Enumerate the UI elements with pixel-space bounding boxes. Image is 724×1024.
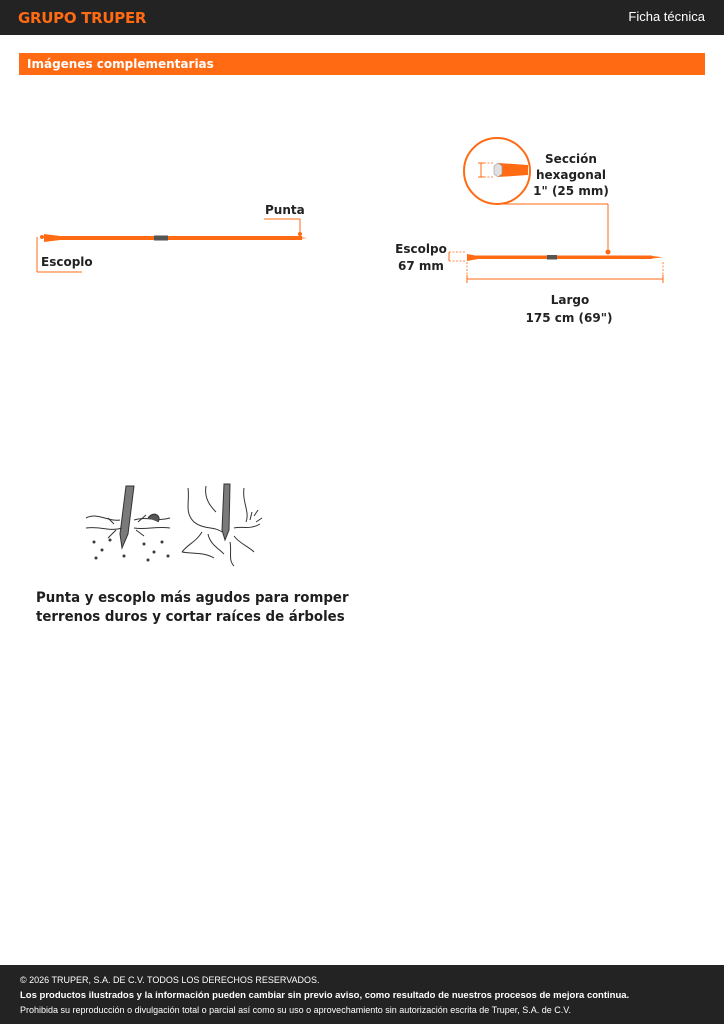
- bar-cutting-tree-roots-icon: [182, 484, 262, 566]
- length-dimension: [467, 262, 663, 283]
- footer-legal: Prohibida su reproducción o divulgación total o parcial así como su uso o aprovechamiento sin autorización escrita de Truper, S.A. de C.V.: [20, 1005, 571, 1015]
- footer-copyright: © 2026 TRUPER, S.A. DE C.V. TODOS LOS DERECHOS RESERVADOS.: [20, 975, 320, 985]
- bar-breaking-hard-ground-icon: [86, 486, 170, 561]
- brand-logo: GRUPO TRUPER: [18, 9, 147, 27]
- hex-section-title-1: Sección: [545, 152, 597, 166]
- tip-label: Punta: [265, 203, 305, 217]
- chisel-label: Escoplo: [41, 255, 93, 269]
- bar-dimensions-figure: [0, 0, 724, 360]
- hex-section-title-2: hexagonal: [535, 168, 607, 182]
- hex-section-pointer: [497, 204, 611, 255]
- footer-notice: Los productos ilustrados y la información pueden cambiar sin previo aviso, como resultado de nuestros procesos de mejora continua.: [20, 990, 630, 1001]
- usage-illustration: [84, 482, 264, 572]
- document-type: Ficha técnica: [628, 9, 705, 24]
- hex-section-detail: [464, 138, 530, 204]
- feature-callout: [36, 589, 349, 627]
- feature-callout-line-2: terrenos duros y cortar raíces de árboles: [36, 609, 345, 625]
- chisel-dimension-title: Escolpo: [395, 242, 447, 256]
- length-title: Largo: [550, 293, 590, 307]
- length-value: 175 cm (69"): [525, 311, 613, 325]
- section-title: Imágenes complementarias: [27, 57, 214, 71]
- feature-callout-line-1: Punta y escoplo más agudos para romper: [36, 590, 349, 606]
- chisel-dimension-value: 67 mm: [398, 259, 444, 273]
- digging-bar-drawing-dimensioned: [467, 254, 663, 261]
- chisel-dimension: [449, 252, 466, 261]
- hex-section-value: 1" (25 mm): [533, 184, 609, 198]
- footer: [0, 965, 724, 1024]
